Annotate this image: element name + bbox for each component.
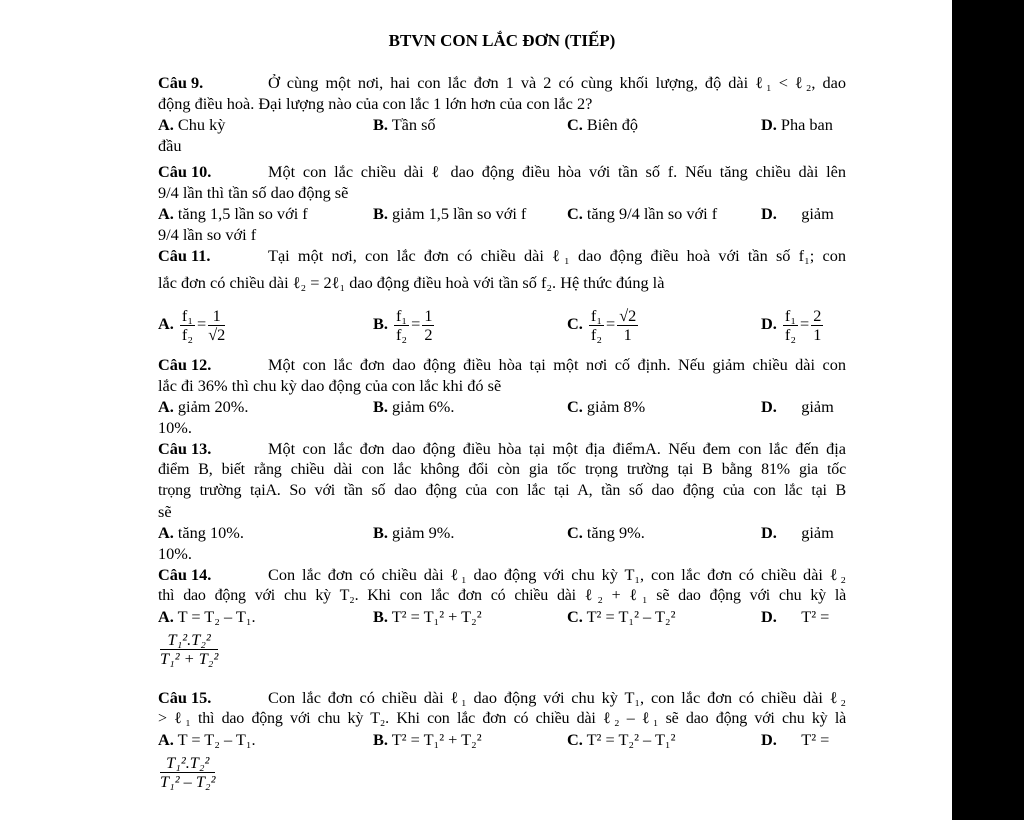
option-a: A. T = T₂ – T₁. [158, 730, 256, 749]
question-label: Câu 10. [158, 162, 212, 181]
question-label: Câu 12. [158, 355, 212, 374]
option-d: D. giảm [761, 204, 834, 223]
viewer-edge [952, 0, 1024, 820]
options [158, 203, 846, 224]
question-13: Câu 13. Một con lắc đơn dao động điều hòa tại một địa điểmA. Nếu đem con lắc đến địa điểm B, biết rằng chiều dài con lắc không đổi còn gia tốc trọng trường tại B bằng 81% gia tốc trọng trường tạiA. So với tần số dao động của con lắc tại A, tần số dao động của con lắc tại B sẽ A. tăng 10%. B. giảm 9%. C. tăng 9%. D. giảm 10%. [158, 439, 846, 563]
question-text: Câu 9. Ở cùng một nơi, hai con lắc đơn 1 và 2 có cùng khối lượng, độ dài ℓ₁ < ℓ₂, dao [158, 73, 846, 92]
options [158, 301, 846, 349]
page-title: BTVN CON LẮC ĐƠN (TIẾP) [388, 31, 616, 50]
question-9: Câu 9. Ở cùng một nơi, hai con lắc đơn 1 và 2 có cùng khối lượng, độ dài ℓ₁ < ℓ₂, dao động điều hoà. Đại lượng nào của con lắc 1 lớn hơn của con lắc 2? A. Chu kỳ B. Tần số C. Biên độ D. Pha ban đầu [158, 73, 846, 155]
question-text: Câu 13. Một con lắc đơn dao động điều hòa tại một địa điểmA. Nếu đem con lắc đến địa [158, 439, 846, 458]
question-text: Câu 10. Một con lắc chiều dài ℓ dao động điều hòa với tần số f. Nếu tăng chiều dài lên [158, 162, 846, 181]
option-b: B. T² = T₁² + T₂² [373, 730, 482, 749]
question-label: Câu 14. [158, 565, 212, 584]
question-label: Câu 9. [158, 73, 204, 92]
option-a: A. tăng 1,5 lần so với f [158, 204, 308, 223]
options [158, 396, 846, 417]
options [158, 729, 846, 750]
option-a: A. $\frac{\text{f₁}}{\text{f₂}}$ = $\frac{1}{√2}$ [158, 306, 226, 344]
question-label: Câu 11. [158, 246, 211, 265]
option-c: C. giảm 8% [567, 397, 646, 416]
question-14: Câu 14. Con lắc đơn có chiều dài ℓ₁ dao động với chu kỳ T₁, con lắc đơn có chiều dài ℓ₂ thì dao động với chu kỳ T₂. Khi con lắc đơn có chiều dài ℓ₂ + ℓ₁ sẽ dao động với chu kỳ là A. T = T₂ – T₁. B. T² = T₁² + T₂² C. T² = T₁² – T₂² D. T² = $\frac{\text{T₁².T₂²}}{\text{T₁² + T₂²}}$ [158, 564, 846, 677]
option-c: C. T² = T₂² – T₁² [567, 730, 676, 749]
option-a: A. tăng 10%. [158, 523, 244, 542]
option-b: B. giảm 1,5 lần so với f [373, 204, 527, 223]
option-d-fraction: $\frac{\text{T₁².T₂²}}{\text{T₁² + T₂²}}$ [160, 630, 219, 668]
option-d: D. giảm [761, 523, 834, 542]
option-b: B. T² = T₁² + T₂² [373, 607, 482, 626]
option-a: A. giảm 20%. [158, 397, 249, 416]
question-text: Câu 14. Con lắc đơn có chiều dài ℓ₁ dao động với chu kỳ T₁, con lắc đơn có chiều dài ℓ₂ [158, 565, 846, 584]
option-d: D. Pha ban [761, 115, 833, 134]
option-c: C. Biên độ [567, 115, 639, 134]
option-c: C. $\frac{\text{f₁}}{\text{f₂}}$ = $\frac{√2}{1}$ [567, 306, 637, 344]
option-d: D. T² = [761, 607, 830, 626]
option-b: B. $\frac{\text{f₁}}{\text{f₂}}$ = $\frac{1}{2}$ [373, 306, 433, 344]
option-c: C. T² = T₁² – T₂² [567, 607, 676, 626]
option-b: B. giảm 9%. [373, 523, 455, 542]
option-b: B. giảm 6%. [373, 397, 455, 416]
option-a: A. T = T₂ – T₁. [158, 607, 256, 626]
option-d: D. T² = [761, 730, 830, 749]
question-text: Câu 11. Tại một nơi, con lắc đơn có chiều dài ℓ₁ dao động điều hoà với tần số f₁; con [158, 246, 846, 265]
question-12: Câu 12. Một con lắc đơn dao động điều hòa tại một nơi cố định. Nếu giảm chiều dài con lắc đi 36% thì chu kỳ dao động của con lắc khi đó sẽ A. giảm 20%. B. giảm 6%. C. giảm 8% D. giảm 10%. [158, 355, 846, 437]
question-label: Câu 15. [158, 688, 212, 707]
question-15: Câu 15. Con lắc đơn có chiều dài ℓ₁ dao động với chu kỳ T₁, con lắc đơn có chiều dài ℓ₂ > ℓ₁ thì dao động với chu kỳ T₂. Khi con lắc đơn có chiều dài ℓ₂ – ℓ₁ sẽ dao động với chu kỳ là A. T = T₂ – T₁. B. T² = T₁² + T₂² C. T² = T₂² – T₁² D. T² = $\frac{\text{T₁².T₂²}}{\text{T₁² – T₂²}}$ [158, 687, 846, 800]
option-d: D. giảm [761, 397, 834, 416]
option-d: D. $\frac{\text{f₁}}{\text{f₂}}$ = $\frac{2}{1}$ [761, 306, 822, 344]
option-b: B. Tần số [373, 115, 436, 134]
question-11: Câu 11. Tại một nơi, con lắc đơn có chiều dài ℓ₁ dao động điều hoà với tần số f₁; con lắc đơn có chiều dài ℓ₂ = 2ℓ₁ dao động điều hoà với tần số f₂. Hệ thức đúng là A. $\frac{\text{f₁}}{\text{f₂}}$ = $\frac{1}{√2}$ B. $\frac{\text{f₁}}{\text{f₂}}$ = $\frac{1}{2}$ C. $\frac{\text{f₁}}{\text{f₂}}$ = $\frac{√2}{1}$ D. $\frac{\text{f₁}}{\text{f₂}}$ = $\frac{2}{1}$ [158, 245, 846, 349]
options [158, 522, 846, 543]
options [158, 114, 846, 135]
question-text: Câu 12. Một con lắc đơn dao động điều hòa tại một nơi cố định. Nếu giảm chiều dài con [158, 355, 846, 374]
option-a: A. Chu kỳ [158, 115, 226, 134]
option-c: C. tăng 9/4 lần so với f [567, 204, 718, 223]
question-label: Câu 13. [158, 439, 212, 458]
question-text: Câu 15. Con lắc đơn có chiều dài ℓ₁ dao động với chu kỳ T₁, con lắc đơn có chiều dài ℓ₂ [158, 688, 846, 707]
option-c: C. tăng 9%. [567, 523, 645, 542]
option-d-fraction: $\frac{\text{T₁².T₂²}}{\text{T₁² – T₂²}}$ [160, 753, 216, 791]
options [158, 606, 846, 627]
question-10: Câu 10. Một con lắc chiều dài ℓ dao động điều hòa với tần số f. Nếu tăng chiều dài lên 9/4 lần thì tần số dao động sẽ A. tăng 1,5 lần so với f B. giảm 1,5 lần so với f C. tăng 9/4 lần so với f D. giảm 9/4 lần so với f [158, 162, 846, 244]
